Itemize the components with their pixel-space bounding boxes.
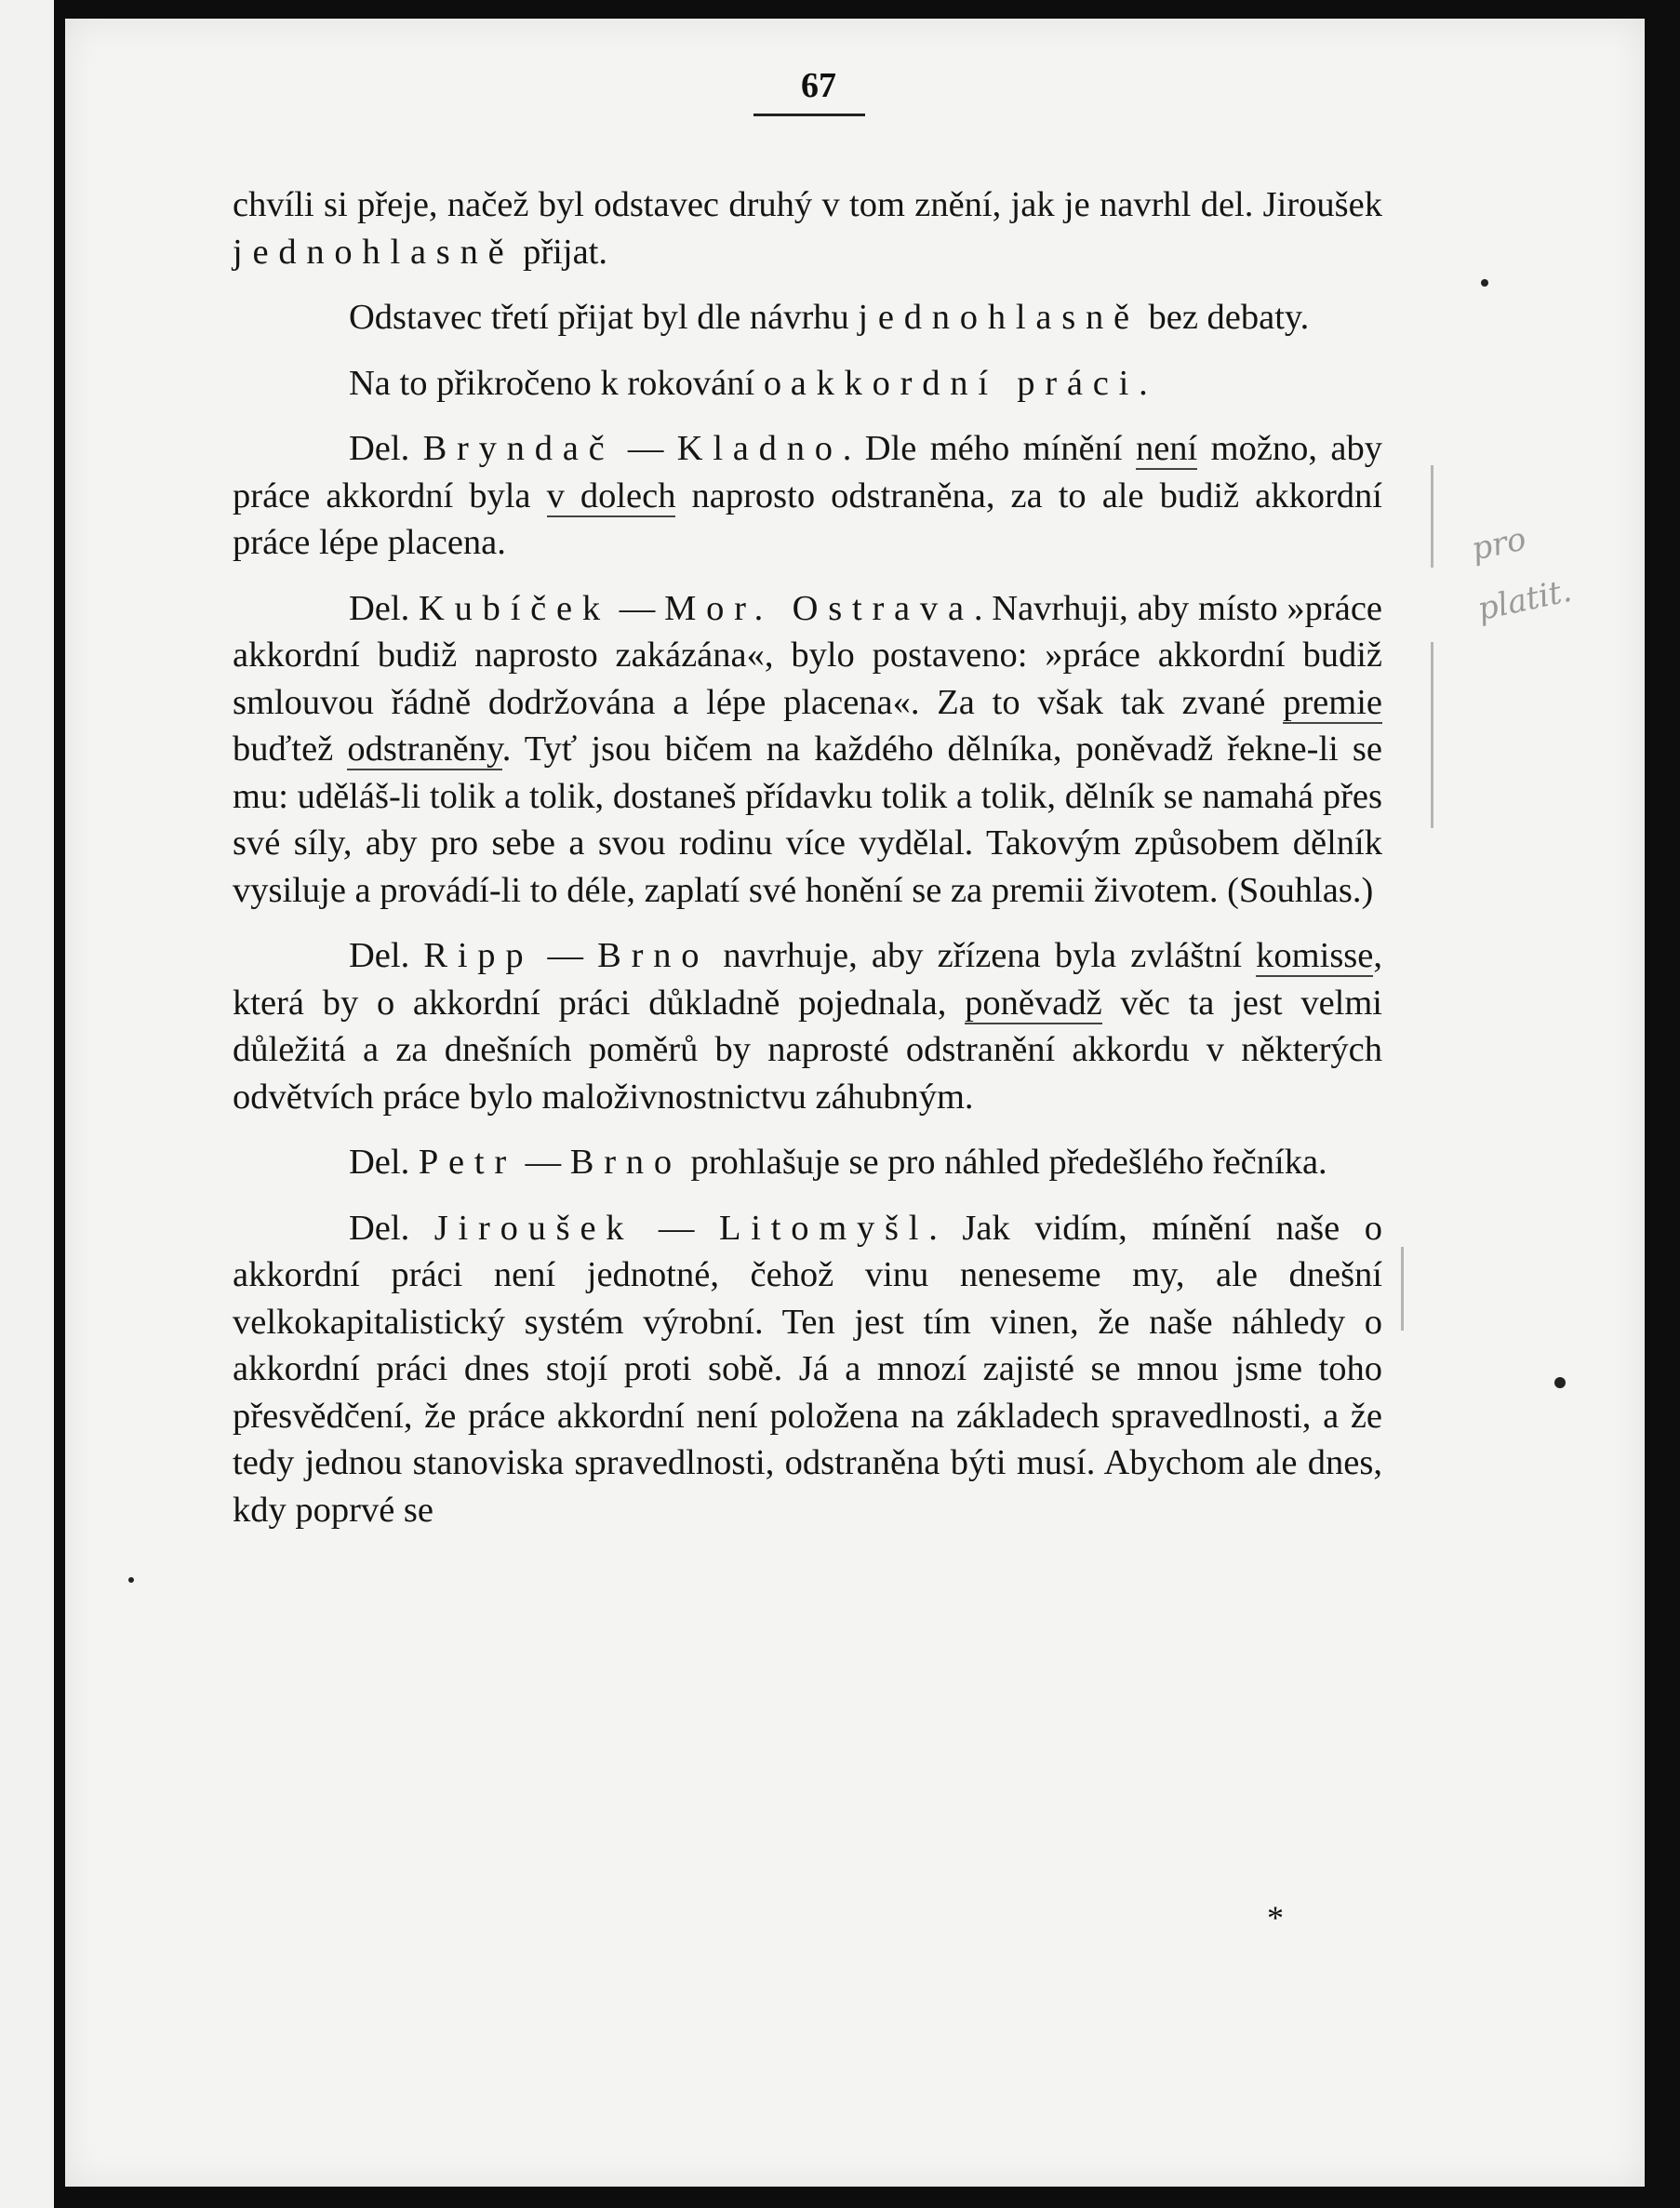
text-segment: — — [533, 936, 598, 975]
spaced-text: akkordní práci — [790, 363, 1140, 403]
text-segment: Del. — [349, 429, 423, 468]
paragraph — [233, 1139, 1382, 1186]
text-segment: Del. — [349, 588, 420, 628]
text-segment: věc ta jest velmi důležitá a za dnešních poměrů by naprosté odstranění akkordu v některých odvětvích práce bylo maloživnostnictvu záhubným. — [233, 983, 1382, 1117]
text-segment: — — [515, 1143, 570, 1182]
text-segment: — — [633, 1208, 719, 1248]
spaced-text: Petr — [418, 1143, 516, 1182]
text-segment: chvíli si přeje, načež byl odstavec druhý v tom znění, jak je navrhl del. Jiroušek — [233, 185, 1382, 224]
text-segment: , která by o akkordní práci důkladně pojednala, — [233, 936, 1382, 1023]
text-segment: bez debaty. — [1139, 298, 1310, 337]
spaced-text: jednohlasně — [858, 298, 1140, 337]
spaced-text: Mor. Ostrava — [664, 588, 974, 628]
text-segment: naprosto odstraněna, za to ale budiž akkordní práce lépe placena. — [233, 475, 1383, 562]
underlined-text: v dolech — [546, 475, 676, 515]
text-segment: prohlašuje se pro náhled předešlého řečníka. — [681, 1143, 1327, 1182]
spaced-text: Brno — [597, 936, 710, 975]
paragraph — [233, 1205, 1382, 1534]
text-segment: . Navrhuji, aby místo »práce akkordní budiž naprosto zakázána«, bylo postaveno: »práce akkordní budiž smlouvou řádně dodržována a lépe placena«. Za to však tak zvané — [233, 588, 1382, 722]
scan-speck — [1554, 1377, 1566, 1388]
footer-mark: * — [1267, 1899, 1284, 1936]
text-segment: . Jak vidím, mínění naše o akkordní práci není jednotné, čehož vinu neneseme my, ale dnešní velkokapitalistický systém výrobní. Ten jest tím vinen, že naše náhledy o akkordní práci dnes stojí proti sobě. Já a mnozí zajisté se mnou jsme toho přesvědčení, že práce akkordní není položena na základech spravedlnosti, a že tedy jednou stanoviska spravedlnosti, odstraněna býti musí. Abychom ale dnes, kdy poprvé se — [233, 1208, 1383, 1530]
page-number: 67 — [801, 66, 836, 105]
text-segment: . — [1139, 363, 1148, 403]
text-segment: — — [609, 588, 665, 628]
paragraph — [233, 932, 1382, 1120]
paragraph — [233, 585, 1382, 915]
text-segment: Na to přikročeno k rokování o — [349, 363, 791, 403]
text-segment: Del. — [349, 1208, 434, 1248]
text-segment: přijat. — [513, 232, 607, 272]
text-segment: možno, aby práce akkordní byla — [233, 429, 1382, 515]
spaced-text: Kubíček — [419, 588, 610, 628]
spaced-text: Brno — [569, 1143, 682, 1182]
margin-bracket — [1425, 465, 1433, 568]
scan-speck — [1481, 279, 1488, 287]
adjacent-page-edge — [0, 0, 54, 2208]
spaced-text: jednohlasně — [233, 232, 514, 272]
spaced-text: Bryndač — [422, 429, 615, 468]
margin-bracket — [1395, 1247, 1404, 1331]
underlined-text: poněvadž — [965, 983, 1102, 1023]
margin-bracket — [1425, 642, 1433, 828]
text-segment: Del. — [349, 1143, 419, 1182]
text-segment: . Tyť jsou bičem na každého dělníka, poněvadž řekne-li se mu: uděláš-li tolik a tolik, dostaneš přídavku tolik a tolik, dělník se namahá přes své síly, aby pro sebe a svou rodinu více vydělal. Takovým způsobem dělník vysiluje a provádí-li to déle, zaplatí své honění se za premii životem. (Souhlas.) — [233, 729, 1382, 910]
text-segment: Del. — [349, 936, 424, 975]
text-segment: Odstavec třetí přijat byl dle návrhu — [349, 298, 859, 337]
paragraph — [233, 360, 1382, 408]
paragraph — [233, 294, 1382, 341]
underlined-text: premie — [1283, 682, 1382, 722]
margin-note-pencil: platit. — [1473, 571, 1575, 629]
text-segment: navrhuje, aby zřízena byla zvláštní — [709, 936, 1257, 975]
underlined-text: není — [1135, 429, 1198, 468]
text-segment: . Dle mého mínění — [842, 429, 1136, 468]
text-segment: buďtež — [233, 729, 348, 769]
spaced-text: Kladno — [676, 429, 843, 468]
spaced-text: Ripp — [423, 936, 534, 975]
text-segment: — — [614, 429, 677, 468]
underlined-text: odstraněny — [347, 729, 502, 769]
body-text — [233, 181, 1382, 1533]
scan-speck — [128, 1577, 134, 1583]
spaced-text: Litomyšl — [718, 1208, 929, 1248]
spaced-text: Jiroušek — [433, 1208, 634, 1248]
margin-note-pencil: pro — [1468, 520, 1530, 569]
page-number-rule — [753, 114, 865, 116]
underlined-text: komisse — [1256, 936, 1374, 975]
paragraph — [233, 181, 1382, 275]
paragraph — [233, 425, 1382, 567]
